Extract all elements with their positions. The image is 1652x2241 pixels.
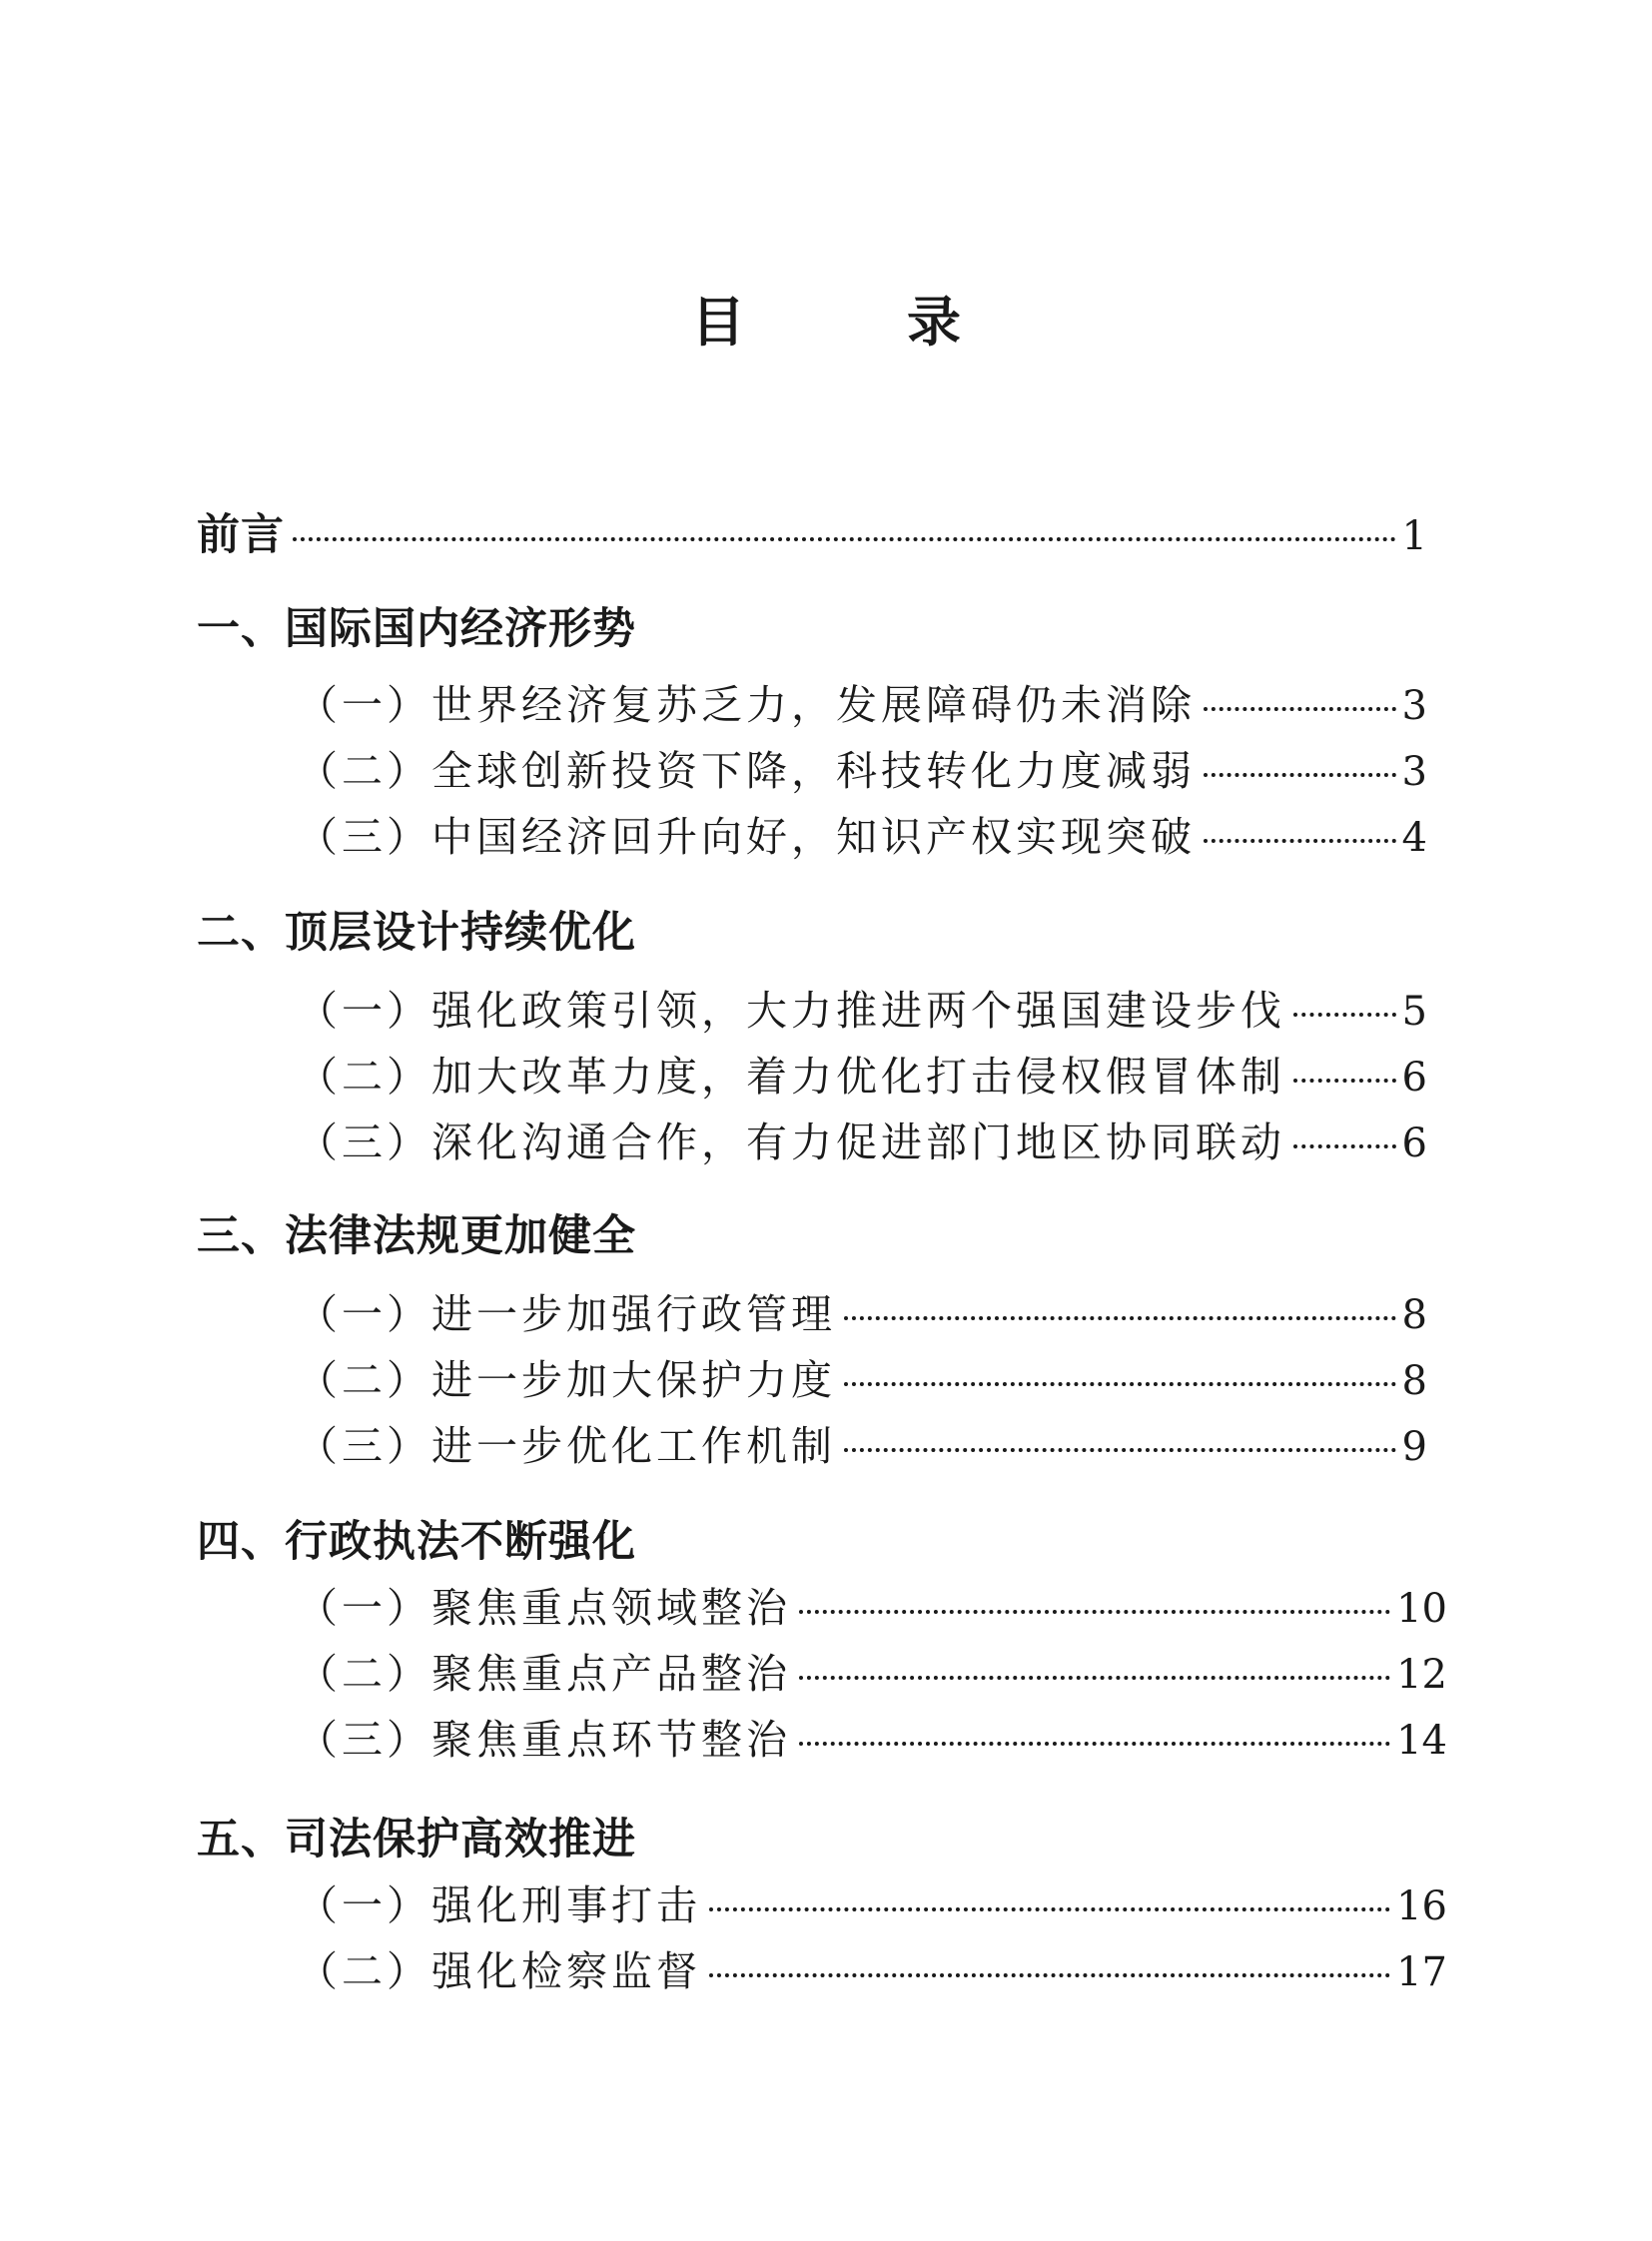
toc-entry[interactable]	[297, 1648, 1447, 1701]
toc-entry-label: （二）全球创新投资下降，科技转化力度减弱	[297, 747, 1196, 795]
toc-section-heading[interactable]: 四、行政执法不断强化	[197, 1517, 636, 1567]
toc-page-number: 6	[1401, 1120, 1427, 1166]
toc-entry[interactable]	[297, 745, 1427, 798]
toc-page-number: 1	[1401, 513, 1427, 559]
toc-entry-label: （三）进一步优化工作机制	[297, 1422, 836, 1470]
toc-page-number: 17	[1396, 1949, 1447, 1995]
toc-entry[interactable]	[297, 1288, 1427, 1341]
toc-page-number: 5	[1401, 989, 1427, 1035]
toc-page-number: 8	[1401, 1292, 1427, 1338]
toc-entry-label: （一）世界经济复苏乏力，发展障碍仍未消除	[297, 681, 1196, 729]
toc-entry-label: 前言	[197, 510, 285, 560]
toc-section-heading[interactable]: 三、法律法规更加健全	[197, 1211, 636, 1261]
toc-page-number: 16	[1396, 1883, 1447, 1929]
toc-entry-label: （三）中国经济回升向好，知识产权实现突破	[297, 813, 1196, 861]
toc-page-number: 6	[1401, 1055, 1427, 1101]
toc-entry-label: （一）进一步加强行政管理	[297, 1290, 836, 1338]
dot-leader	[709, 1973, 1390, 1977]
toc-page-number: 12	[1396, 1652, 1447, 1698]
toc-entry[interactable]	[297, 1714, 1447, 1767]
dot-leader	[844, 1382, 1396, 1386]
dot-leader	[1293, 1013, 1396, 1017]
toc-page-number: 3	[1401, 683, 1427, 729]
toc-entry-label: （二）聚焦重点产品整治	[297, 1650, 791, 1698]
toc-section-heading[interactable]: 五、司法保护高效推进	[197, 1815, 636, 1865]
toc-page-number: 14	[1396, 1718, 1447, 1764]
dot-leader	[1293, 1079, 1396, 1083]
toc-entry-label: （二）加大改革力度，着力优化打击侵权假冒体制	[297, 1053, 1285, 1101]
toc-entry-label: （三）深化沟通合作，有力促进部门地区协同联动	[297, 1119, 1285, 1166]
toc-entry[interactable]	[297, 1945, 1447, 1998]
dot-leader	[799, 1610, 1390, 1614]
toc-section-heading[interactable]: 一、国际国内经济形势	[197, 604, 636, 654]
dot-leader	[844, 1448, 1396, 1452]
toc-page-number: 10	[1396, 1586, 1447, 1632]
dot-leader	[1204, 707, 1396, 711]
toc-entry[interactable]	[297, 1420, 1427, 1473]
dot-leader	[1204, 839, 1396, 843]
toc-page-number: 8	[1401, 1358, 1427, 1404]
toc-entry-label: （一）强化政策引领，大力推进两个强国建设步伐	[297, 987, 1285, 1035]
toc-page-number: 9	[1401, 1424, 1427, 1470]
toc-entry[interactable]	[297, 985, 1427, 1038]
dot-leader	[293, 537, 1396, 541]
toc-entry-label: （二）进一步加大保护力度	[297, 1356, 836, 1404]
toc-section-heading[interactable]: 二、顶层设计持续优化	[197, 908, 636, 958]
dot-leader	[844, 1316, 1396, 1320]
toc-entry[interactable]	[297, 1879, 1447, 1932]
toc-entry[interactable]	[297, 1354, 1427, 1407]
toc-entry-label: （一）强化刑事打击	[297, 1881, 701, 1929]
dot-leader	[709, 1907, 1390, 1911]
toc-entry[interactable]	[297, 1582, 1447, 1635]
toc-entry-preface[interactable]	[197, 509, 1427, 562]
toc-page-number: 4	[1401, 815, 1427, 861]
toc-entry[interactable]	[297, 1051, 1427, 1104]
dot-leader	[1293, 1144, 1396, 1148]
toc-entry-label: （三）聚焦重点环节整治	[297, 1716, 791, 1764]
dot-leader	[799, 1742, 1390, 1746]
toc-entry-label: （二）强化检察监督	[297, 1947, 701, 1995]
toc-entry[interactable]	[297, 1117, 1427, 1169]
toc-entry[interactable]	[297, 811, 1427, 864]
toc-entry-label: （一）聚焦重点领域整治	[297, 1584, 791, 1632]
dot-leader	[1204, 773, 1396, 777]
toc-page-number: 3	[1401, 749, 1427, 795]
page-title: 目 录	[691, 291, 1015, 354]
toc-entry[interactable]	[297, 679, 1427, 732]
dot-leader	[799, 1676, 1390, 1680]
